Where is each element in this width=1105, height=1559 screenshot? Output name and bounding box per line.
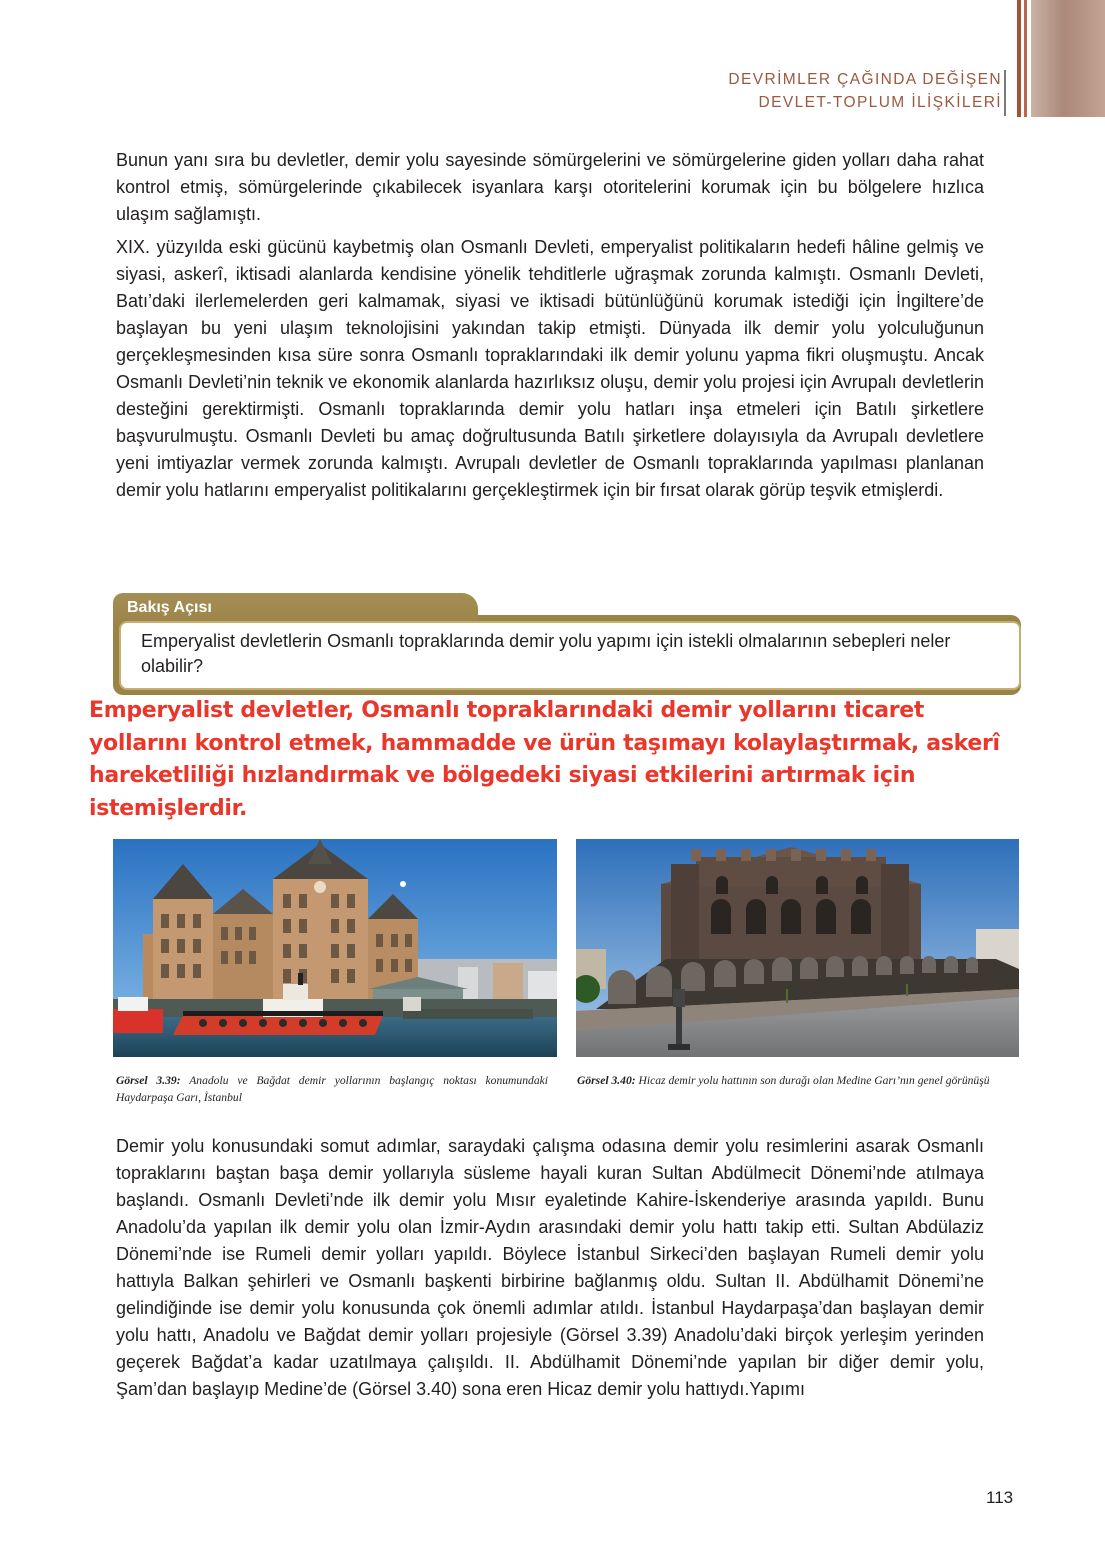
page-number: 113 <box>986 1488 1014 1507</box>
chapter-header <box>728 68 1002 114</box>
perspective-box-body <box>119 621 1021 690</box>
perspective-box-title: Bakış Açısı <box>127 599 212 616</box>
figure-caption-3-39 <box>116 1072 548 1106</box>
figure-label-3-40: Görsel 3.40: <box>577 1074 636 1087</box>
paragraph-2: XIX. yüzyılda eski gücünü kaybetmiş olan Osmanlı Devleti, emperyalist politikaların hedefi hâline gelmiş ve siyasi, askerî, iktisadi alanlarda kendisine yönelik tehditlerle uğraşmak zorunda kalmıştı. Osmanlı Devleti, Batı’daki ilerlemelerden geri kalmamak, siyasi ve iktisadi bütünlüğünü korumak istediği için İngiltere’de başlayan bu yeni ulaşım teknolojisini yakından takip etmişti. Dünyada ilk demir yolu yolculuğunun gerçekleşmesinden kısa süre sonra Osmanlı topraklarındaki ilk demir yolunu yapma fikri oluşmuştu. Ancak Osmanlı Devleti’nin teknik ve ekonomik alanlarda hazırlıksız oluşu, demir yolu projesi için Avrupalı devletlerin desteğini gerektirmişti. Osmanlı topraklarında demir yolu hatları inşa etmeleri için Batılı şirketlere başvurulmuştu. Osmanlı Devleti bu amaç doğrultusunda Batılı şirketlere dolayısıyla da Avrupalı devletlere yeni imtiyazlar vermek zorunda kalmıştı. Avrupalı devletler de Osmanlı topraklarında yapılması planlanan demir yolu hatlarını emperyalist politikalarını gerçekleştirmek için bir fırsat olarak görüp teşvik etmişlerdi. <box>116 237 984 500</box>
paragraph-3: Demir yolu konusundaki somut adımlar, saraydaki çalışma odasına demir yolu resimlerini asarak Osmanlı topraklarını baştan başa demir yollarıyla süsleme hayali kuran Sultan Abdülmecit Dönemi’nde atılmaya başlandı. Osmanlı Devleti’nde ilk demir yolu Mısır eyaletinde Kahire-İskenderiye arasında yapıldı. Bunu Anadolu’da yapılan ilk demir yolu olan İzmir-Aydın arasındaki demir yolu hattı takip etti. Sultan Abdülaziz Dönemi’nde ise Rumeli demir yolları yapıldı. Böylece İstanbul Sirkeci’den başlayan Rumeli demir yolu hattıyla Balkan şehirleri ve Osmanlı başkenti birbirine bağlanmış oldu. Sultan II. Abdülhamit Dönemi’ne gelindiğinde ise demir yolu konusunda çok önemli adımlar atıldı. İstanbul Haydarpaşa’dan başlayan demir yolu hattı, Anadolu ve Bağdat demir yolları projesiyle (Görsel 3.39) Anadolu’daki birçok yerleşim yerinden geçerek Bağdat’a kadar uzatılmaya çalışıldı. II. Abdülhamit Dönemi’nde yapılan bir diğer demir yolu, Şam’dan başlayıp Medine’de (Görsel 3.40) sona eren Hicaz demir yolu hattıydı.Yapımı <box>116 1136 984 1399</box>
paragraph-1: Bunun yanı sıra bu devletler, demir yolu sayesinde sömürgelerini ve sömürgelerine giden yolları daha rahat kontrol etmiş, sömürgelerinde çıkabilecek isyanlara karşı otoritelerini korumak için bu bölgelere hızlıca ulaşım sağlamıştı. <box>116 150 984 224</box>
figure-caption-3-40 <box>577 1072 1017 1089</box>
chapter-title-line2: DEVLET-TOPLUM İLİŞKİLERİ <box>758 94 1002 111</box>
answer-text: Emperyalist devletler, Osmanlı topraklarındaki demir yollarını ticaret yollarını kontrol etmek, hammadde ve ürün taşımayı kolaylaştırmak, askerî hareketliliği hızlandırmak ve bölgedeki siyasi etkilerini artırmak için istemişlerdir. <box>89 698 1000 821</box>
perspective-box <box>113 593 1021 695</box>
figure-text-3-39: Anadolu ve Bağdat demir yollarının başlangıç noktası konumundaki Haydarpaşa Garı, İstanbul <box>116 1074 548 1104</box>
figure-text-3-40: Hicaz demir yolu hattının son durağı olan Medine Garı’nın genel görünüşü <box>638 1074 990 1087</box>
medine-station-photo <box>576 839 1019 1057</box>
haydarpasa-station-photo <box>113 839 557 1057</box>
chapter-title-line1: DEVRİMLER ÇAĞINDA DEĞİŞEN <box>728 71 1002 88</box>
header-divider <box>1004 70 1006 116</box>
perspective-question: Emperyalist devletlerin Osmanlı topraklarında demir yolu yapımı için istekli olmalarının sebepleri neler olabilir? <box>141 631 951 676</box>
figure-label-3-39: Görsel 3.39: <box>116 1074 181 1087</box>
chapter-tab <box>1017 0 1105 117</box>
